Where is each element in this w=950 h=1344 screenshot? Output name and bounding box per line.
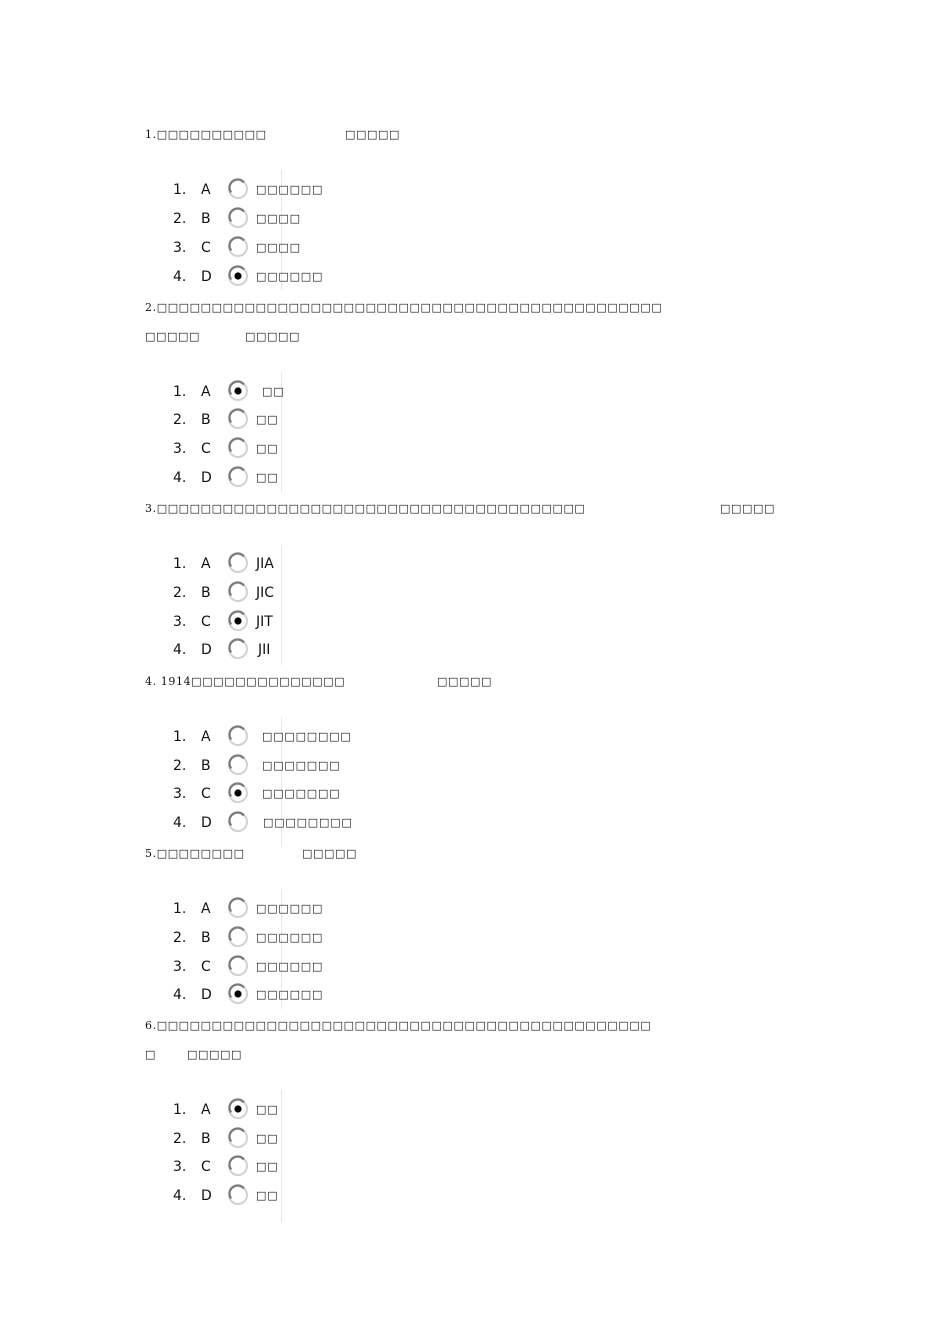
radio-button-icon[interactable] [227, 581, 249, 603]
radio-button-icon[interactable] [227, 955, 249, 977]
radio-button-icon[interactable] [227, 638, 249, 660]
option-letter: D [201, 470, 212, 486]
radio-button-icon[interactable] [227, 408, 249, 430]
option-letter: A [201, 1102, 211, 1118]
option-letter: C [201, 240, 211, 256]
divider [281, 545, 282, 665]
option-letter: B [201, 758, 211, 774]
radio-button-icon[interactable] [227, 207, 249, 229]
option-number: 2. [173, 412, 187, 428]
radio-button-icon[interactable] [227, 811, 249, 833]
option-letter: A [201, 182, 211, 198]
option-number: 2. [173, 930, 187, 946]
radio-button-icon[interactable] [227, 1155, 249, 1177]
question-6-tag: □□□□□ [187, 1048, 242, 1061]
option-label: □□□□□□□ [262, 787, 341, 800]
radio-button-icon[interactable] [227, 265, 249, 287]
radio-button-icon[interactable] [227, 897, 249, 919]
option-number: 1. [173, 901, 187, 917]
option-number: 3. [173, 441, 187, 457]
option-label: □□□□□□ [256, 902, 324, 915]
question-4-text: 4. 1914□□□□□□□□□□□□□□ [145, 675, 346, 688]
question-1-tag: □□□□□ [345, 128, 400, 141]
option-number: 2. [173, 758, 187, 774]
radio-button-icon[interactable] [227, 437, 249, 459]
option-label: □□ [256, 442, 279, 455]
option-number: 2. [173, 211, 187, 227]
question-2-text: 2.□□□□□□□□□□□□□□□□□□□□□□□□□□□□□□□□□□□□□□□□□□□□□□ [145, 301, 663, 314]
option-number: 3. [173, 959, 187, 975]
option-label: JIC [256, 585, 275, 601]
option-letter: D [201, 1188, 212, 1204]
radio-button-icon[interactable] [227, 380, 249, 402]
radio-button-icon[interactable] [227, 552, 249, 574]
radio-button-icon[interactable] [227, 782, 249, 804]
option-letter: A [201, 384, 211, 400]
option-label: □□ [256, 1132, 279, 1145]
question-1-text: 1.□□□□□□□□□□ [145, 128, 267, 141]
option-number: 1. [173, 182, 187, 198]
question-3-tag: □□□□□ [720, 502, 775, 515]
option-letter: C [201, 441, 211, 457]
option-letter: C [201, 614, 211, 630]
option-label: □□□□□□□□ [262, 730, 352, 743]
option-number: 1. [173, 729, 187, 745]
radio-button-icon[interactable] [227, 1127, 249, 1149]
option-label: □□ [256, 1103, 279, 1116]
question-4-tag: □□□□□ [437, 675, 492, 688]
radio-button-icon[interactable] [227, 725, 249, 747]
option-letter: C [201, 786, 211, 802]
option-letter: A [201, 556, 211, 572]
question-2-tag: □□□□□ [245, 330, 300, 343]
option-label: □□□□□□ [256, 931, 324, 944]
option-letter: B [201, 930, 211, 946]
option-label: □□□□□□ [256, 183, 324, 196]
question-3-text: 3.□□□□□□□□□□□□□□□□□□□□□□□□□□□□□□□□□□□□□□□ [145, 502, 586, 515]
option-label: JII [258, 642, 271, 658]
option-label: □□ [262, 385, 285, 398]
option-number: 3. [173, 1159, 187, 1175]
option-letter: D [201, 269, 212, 285]
option-label: □□□□□□□□ [263, 816, 353, 829]
option-number: 3. [173, 614, 187, 630]
radio-button-icon[interactable] [227, 1098, 249, 1120]
option-letter: B [201, 211, 211, 227]
radio-button-icon[interactable] [227, 466, 249, 488]
option-letter: D [201, 987, 212, 1003]
option-label: □□□□□□ [256, 960, 324, 973]
question-6-text: 6.□□□□□□□□□□□□□□□□□□□□□□□□□□□□□□□□□□□□□□□□□□□□□ [145, 1019, 652, 1032]
option-number: 4. [173, 269, 187, 285]
option-label: □□□□□□ [256, 270, 324, 283]
radio-button-icon[interactable] [227, 236, 249, 258]
radio-button-icon[interactable] [227, 178, 249, 200]
option-number: 3. [173, 786, 187, 802]
option-label: □□□□□□□ [262, 759, 341, 772]
option-number: 1. [173, 1102, 187, 1118]
option-label: □□□□□□ [256, 988, 324, 1001]
option-number: 1. [173, 556, 187, 572]
option-label: □□ [256, 471, 279, 484]
option-number: 3. [173, 240, 187, 256]
option-label: □□ [256, 413, 279, 426]
question-2-text-cont: □□□□□ [145, 330, 200, 343]
radio-button-icon[interactable] [227, 754, 249, 776]
option-number: 4. [173, 815, 187, 831]
option-number: 2. [173, 1131, 187, 1147]
option-letter: B [201, 585, 211, 601]
option-number: 2. [173, 585, 187, 601]
option-letter: B [201, 412, 211, 428]
option-letter: C [201, 1159, 211, 1175]
option-number: 4. [173, 987, 187, 1003]
option-number: 1. [173, 384, 187, 400]
option-letter: C [201, 959, 211, 975]
option-label: □□ [256, 1160, 279, 1173]
radio-button-icon[interactable] [227, 1184, 249, 1206]
question-5-tag: □□□□□ [302, 847, 357, 860]
option-letter: D [201, 815, 212, 831]
option-number: 4. [173, 642, 187, 658]
option-label: JIT [256, 614, 273, 630]
radio-button-icon[interactable] [227, 983, 249, 1005]
divider [281, 1090, 282, 1222]
option-letter: D [201, 642, 212, 658]
option-letter: B [201, 1131, 211, 1147]
option-label: □□□□ [256, 241, 301, 254]
option-label: □□ [256, 1189, 279, 1202]
question-5-text: 5.□□□□□□□□ [145, 847, 245, 860]
option-number: 4. [173, 1188, 187, 1204]
option-label: □□□□ [256, 212, 301, 225]
radio-button-icon[interactable] [227, 610, 249, 632]
option-label: JIA [256, 556, 274, 572]
radio-button-icon[interactable] [227, 926, 249, 948]
option-letter: A [201, 729, 211, 745]
question-6-text-cont: □ [145, 1048, 156, 1061]
option-number: 4. [173, 470, 187, 486]
option-letter: A [201, 901, 211, 917]
